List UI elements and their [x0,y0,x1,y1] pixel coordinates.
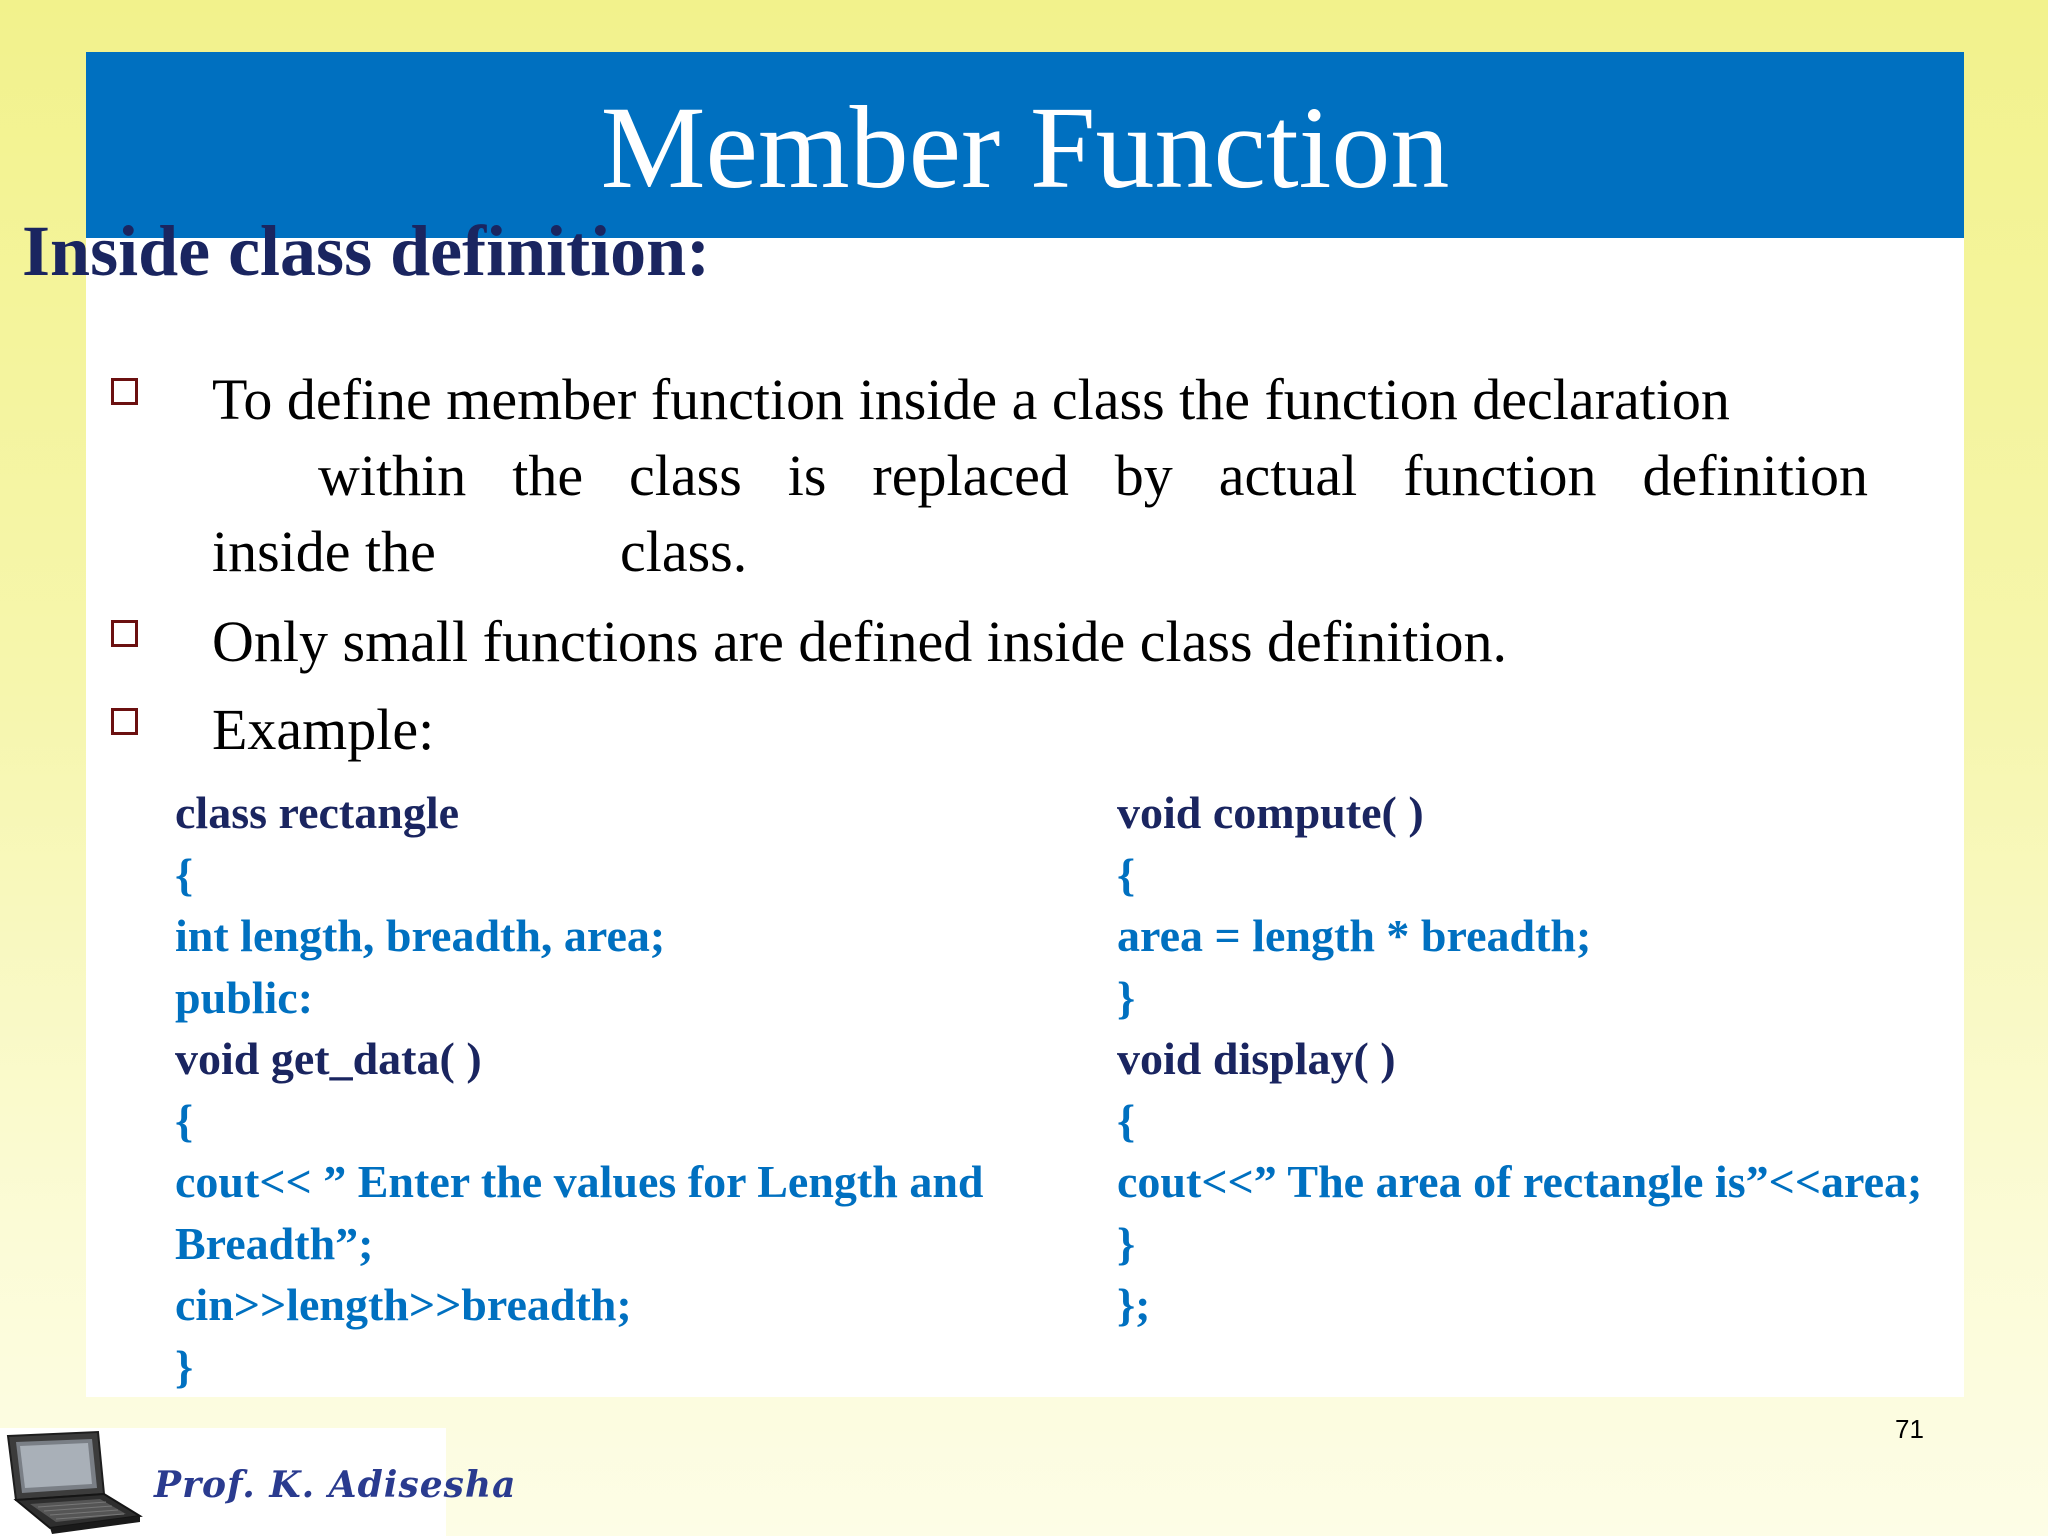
code-right-line-7: cout<<” The area of rectangle is”<<area; [1117,1156,1923,1207]
code-left-line-3: int length, breadth, area; [175,910,666,961]
code-left-line-10: } [175,1341,194,1392]
code-right-line-2: { [1117,849,1136,900]
code-left-line-2: { [175,849,194,900]
code-right-line-1: void compute( ) [1117,787,1424,838]
bullet-3-text: Example: [212,697,435,762]
code-right-line-5: void display( ) [1117,1033,1396,1084]
code-right-line-6: { [1117,1095,1136,1146]
code-left-line-7: cout<< ” Enter the values for Length and [175,1156,984,1207]
section-heading: Inside class definition: [22,211,711,291]
laptop-icon [0,1428,150,1536]
bullet-marker-2 [111,620,138,647]
logo-text: Prof. K. Adisesha [154,1464,517,1506]
code-right-line-8: } [1117,1218,1136,1269]
code-left-line-8: Breadth”; [175,1218,374,1269]
code-right-line-4: } [1117,972,1136,1023]
code-left-line-4: public: [175,972,314,1023]
code-right-line-9: }; [1117,1279,1151,1330]
bullet-2-text: Only small functions are defined inside class definition. [212,609,1508,674]
bullet-1-line-3b: class. [620,519,748,584]
code-left-line-1: class rectangle [175,787,460,838]
code-left-line-6: { [175,1095,194,1146]
slide-title: Member Function [600,82,1450,213]
bullet-marker-3 [111,708,138,735]
bullet-1-line-3a: inside the [212,519,436,584]
bullet-1-line-1: To define member function inside a class the function declaration [212,367,1730,432]
bullet-1-line-2-text: within the class is replaced by actual function definition [318,443,1868,508]
bullet-marker-1 [111,378,138,405]
page-number: 71 [1895,1414,1924,1444]
code-left-line-9: cin>>length>>breadth; [175,1279,632,1330]
bullet-1-line-2 [318,438,1868,514]
code-left-line-5: void get_data( ) [175,1033,482,1084]
code-right-line-3: area = length * breadth; [1117,910,1592,961]
